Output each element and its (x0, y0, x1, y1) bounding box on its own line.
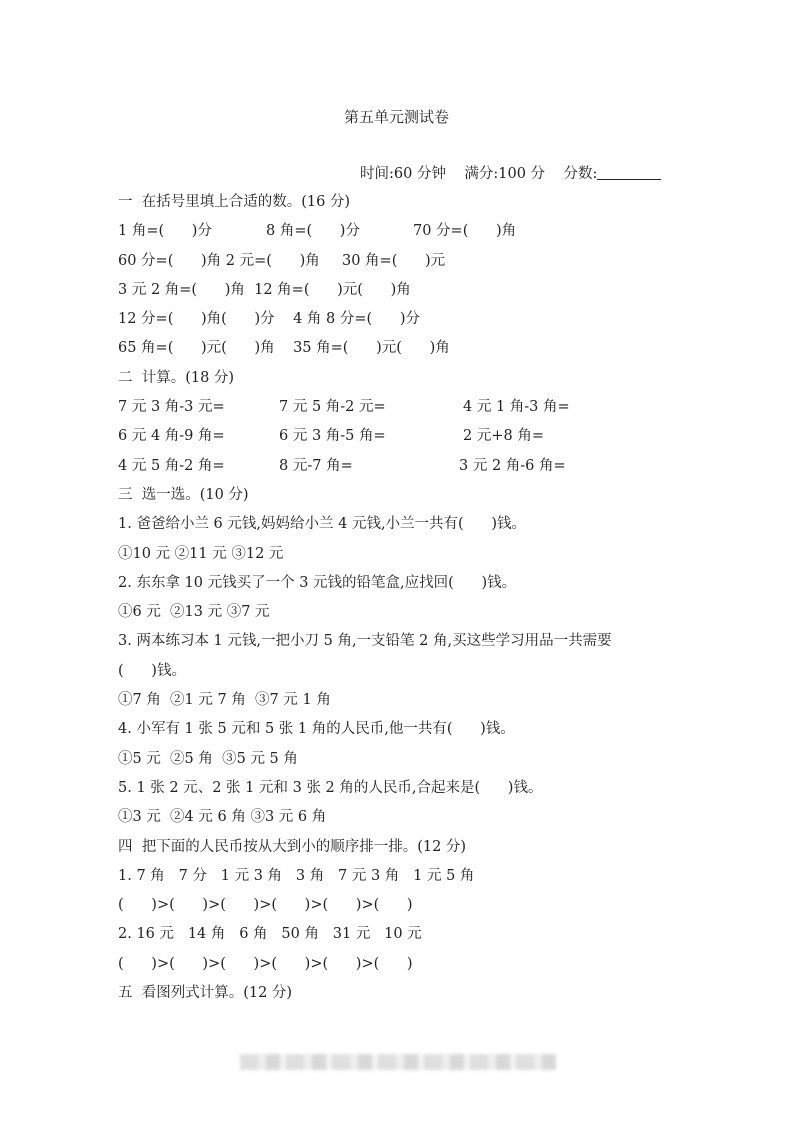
s3-question-4: 4. 小军有 1 张 5 元和 5 张 1 角的人民币,他一共有( )钱。 (118, 721, 515, 738)
section-1-heading: 一 在括号里填上合适的数。(16 分) (118, 194, 351, 210)
s3-options-5: ①3 元 ②4 元 6 角 ③3 元 6 角 (118, 809, 327, 826)
page-title: 第五单元测试卷 (343, 108, 449, 126)
section-5-heading: 五 看图列式计算。(12 分) (118, 985, 293, 1002)
s2-r3-item-1: 4 元 5 角-2 角= (118, 457, 225, 474)
blurred-footer-watermark (240, 1054, 556, 1070)
s3-options-1: ①10 元 ②11 元 ③12 元 (118, 545, 284, 562)
s4-question-2: 2. 16 元 14 角 6 角 50 角 31 元 10 元 (118, 926, 422, 943)
s3-question-3: 3. 两本练习本 1 元钱,一把小刀 5 角,一支铅笔 2 角,买这些学习用品一共需要 (118, 633, 612, 650)
s1-row-4: 12 分=( )角( )分 4 角 8 分=( )分 (118, 311, 420, 328)
s3-question-1: 1. 爸爸给小兰 6 元钱,妈妈给小兰 4 元钱,小兰一共有( )钱。 (118, 516, 527, 533)
exam-content (118, 188, 678, 1008)
s3-question-2: 2. 东东拿 10 元钱买了一个 3 元钱的铅笔盒,应找回( )钱。 (118, 574, 517, 591)
s2-r3-item-3: 3 元 2 角-6 角= (459, 457, 566, 474)
s2-r2-item-3: 2 元+8 角= (463, 428, 544, 445)
time-label: 时间:60 分钟 (360, 166, 446, 182)
s3-options-2: ①6 元 ②13 元 ③7 元 (118, 604, 270, 621)
s2-row-2 (118, 422, 678, 451)
s4-answer-blanks-2: ( )>( )>( )>( )>( )>( ) (118, 955, 413, 972)
full-score-label: 满分:100 分 (464, 166, 546, 182)
s1-r2-item-1: 60 分=( )角 2 元=( )角 (118, 252, 320, 269)
s1-r1-item-2: 8 角=( )分 (266, 223, 360, 240)
score-label: 分数: (563, 166, 598, 182)
s1-r2-item-2: 30 角=( )元 (342, 252, 446, 269)
s1-row-2 (118, 247, 678, 276)
exam-meta (360, 162, 680, 183)
score-blank[interactable] (597, 165, 661, 180)
s3-question-5: 5. 1 张 2 元、2 张 1 元和 3 张 2 角的人民币,合起来是( )钱。 (118, 779, 543, 796)
s2-r2-item-1: 6 元 4 角-9 角= (118, 428, 225, 445)
s1-r1-item-1: 1 角=( )分 (118, 223, 212, 240)
s2-r1-item-2: 7 元 5 角-2 元= (279, 399, 386, 416)
s4-answer-blanks-1: ( )>( )>( )>( )>( )>( ) (118, 897, 413, 914)
s3-options-4: ①5 元 ②5 角 ③5 元 5 角 (118, 750, 298, 767)
s2-r2-item-2: 6 元 3 角-5 角= (279, 428, 386, 445)
s1-row-1 (118, 217, 678, 246)
s1-row-5: 65 角=( )元( )角 35 角=( )元( )角 (118, 340, 450, 357)
s3-question-3-cont: ( )钱。 (118, 662, 186, 679)
s2-r1-item-3: 4 元 1 角-3 角= (463, 399, 570, 416)
s2-r1-item-1: 7 元 3 角-3 元= (118, 399, 225, 416)
s2-r3-item-2: 8 元-7 角= (279, 457, 353, 474)
s1-row-3: 3 元 2 角=( )角 12 角=( )元( )角 (118, 281, 411, 298)
s1-r1-item-3: 70 分=( )角 (413, 223, 517, 240)
section-2-heading: 二 计算。(18 分) (118, 369, 235, 386)
s3-options-3: ①7 角 ②1 元 7 角 ③7 元 1 角 (118, 692, 331, 709)
section-4-heading: 四 把下面的人民币按从大到小的顺序排一排。(12 分) (118, 838, 467, 855)
section-3-heading: 三 选一选。(10 分) (118, 486, 249, 503)
s2-row-3 (118, 452, 678, 481)
s2-row-1 (118, 393, 678, 422)
s4-question-1: 1. 7 角 7 分 1 元 3 角 3 角 7 元 3 角 1 元 5 角 (118, 867, 475, 884)
